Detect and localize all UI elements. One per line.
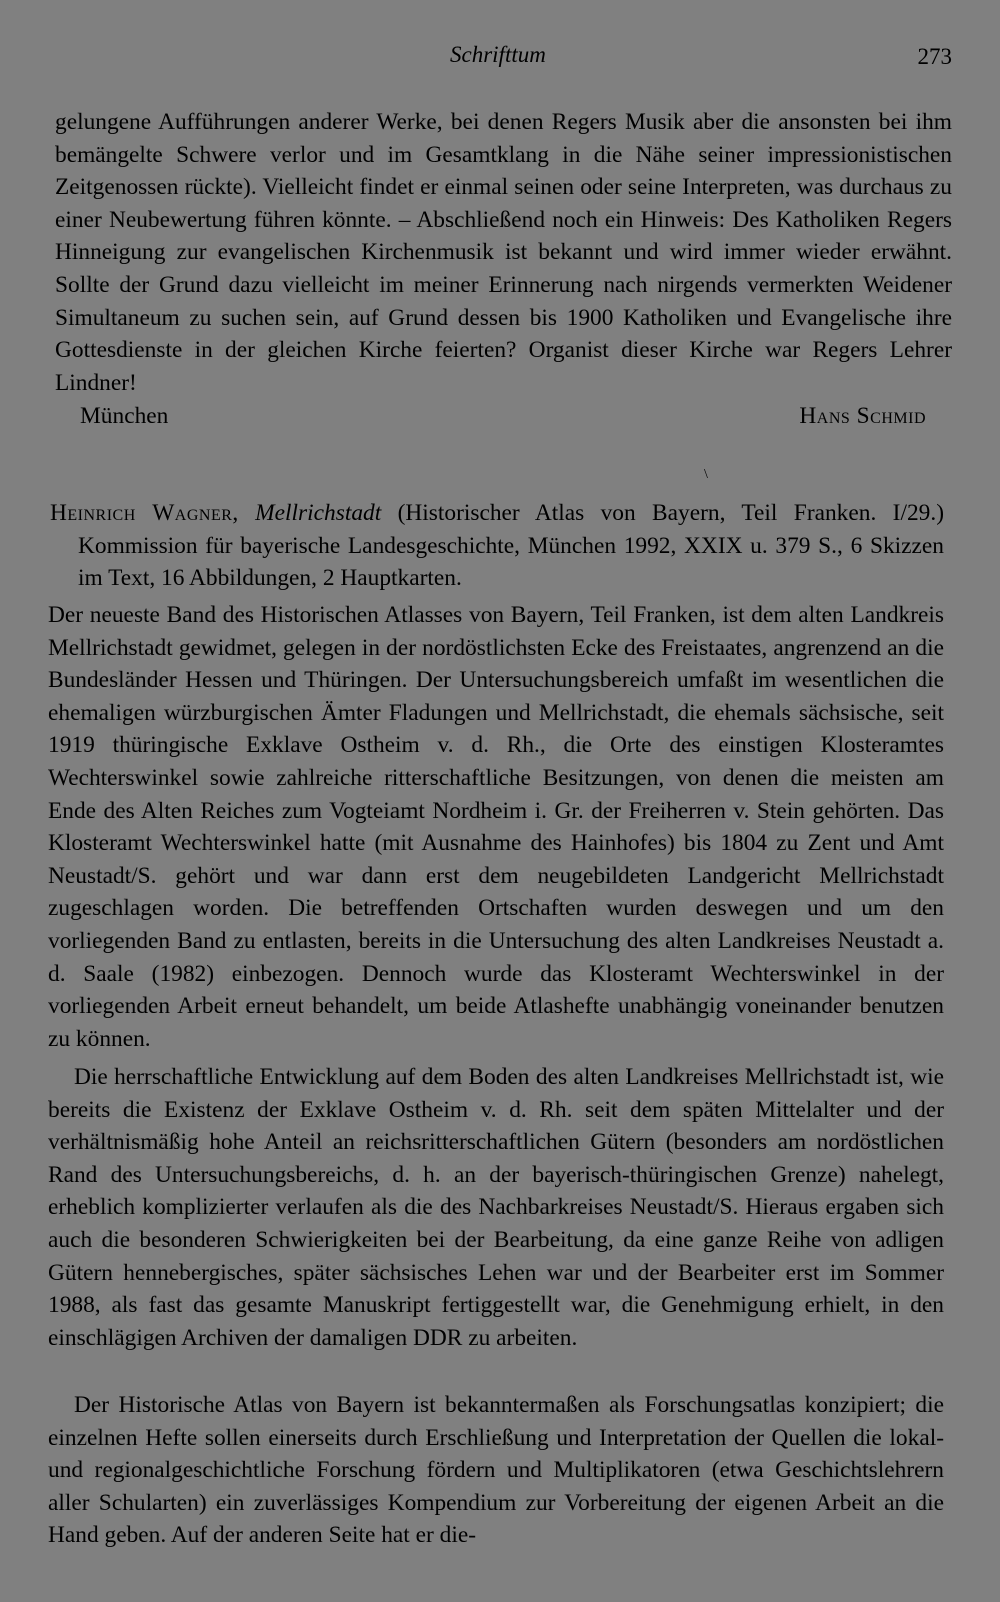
signoff-reviewer: Hans Schmid — [799, 403, 926, 429]
previous-review-closing-paragraph: gelungene Aufführungen anderer Werke, bei denen Regers Musik aber die ansonsten bei ihm bemängelte Schwere verlor und im Gesamtklang in die Nähe seiner impressionistischen Zeitgenossen rückte). Vielleicht findet er einmal seinen oder seine Interpreten, was durchaus zu einer Neubewertung führen könnte. – Abschließend noch ein Hinweis: Des Katholiken Regers Hinneigung zur evangelischen Kirchenmusik ist bekannt und wird immer wieder erwähnt. Sollte der Grund dazu vielleicht im meiner Erinnerung nach nirgends vermerkten Weidener Simultaneum zu suchen sein, auf Grund dessen bis 1900 Katholiken und Evangelische ihre Gottesdienste in der gleichen Kirche feierten? Organist dieser Kirche war Regers Lehrer Lindner! — [55, 109, 952, 396]
citation-title: Mellrichstadt — [255, 500, 382, 526]
review-paragraph-2: Die herrschaftliche Entwicklung auf dem Boden des alten Landkreises Mellrichstadt ist, wie bereits die Existenz der Exklave Ostheim v. d. Rh. seit dem späten Mittelalter und der verhältnismäßig hohe Anteil an reichsritterschaftlichen Gütern (besonders am nordöstlichen Rand des Untersuchungsbereichs, d. h. an der bayerisch-thüringischen Grenze) nahelegt, erheblich komplizierter verlaufen als die des Nachbarkreises Neustadt/S. Hieraus ergaben sich auch die besonderen Schwierigkeiten bei der Bearbeitung, da eine ganze Reihe von adligen Gütern hennebergisches, später sächsisches Lehen war und der Bearbeiter erst im Sommer 1988, als fast das gesamte Manuskript fertiggestellt war, die Genehmigung erhielt, in den einschlägigen Archiven der damaligen DDR zu arbeiten. — [48, 1064, 944, 1351]
running-head — [0, 42, 1000, 74]
review-paragraph-1: Der neueste Band des Historischen Atlasses von Bayern, Teil Franken, ist dem alten Landkreis Mellrichstadt gewidmet, gelegen in der nordöstlichsten Ecke des Freistaates, angrenzend an die Bundesländer Hessen und Thüringen. Der Untersuchungsbereich umfaßt im wesentlichen die ehemaligen würzburgischen Ämter Fladungen und Mellrichstadt, die ehemals sächsische, seit 1919 thüringische Exklave Ostheim v. d. Rh., die Orte des einstigen Klosteramtes Wechterswinkel sowie zahlreiche ritterschaftliche Besitzungen, von denen die meisten am Ende des Alten Reiches zum Vogteiamt Nordheim i. Gr. der Freiherren v. Stein gehörten. Das Klosteramt Wechterswinkel hatte (mit Ausnahme des Hainhofes) bis 1804 zu Zent und Amt Neustadt/S. gehört und war dann erst dem neugebildeten Landgericht Mellrichstadt zugeschlagen worden. Die betreffenden Ortschaften wurden deswegen und um den vorliegenden Band zu entlasten, bereits in die Untersuchung des alten Landkreises Neustadt a. d. Saale (1982) einbezogen. Dennoch wurde das Klosteramt Wechterswinkel in der vorliegenden Arbeit erneut behandelt, um beide Atlashefte unabhängig voneinander benutzen zu können. — [48, 602, 944, 1052]
citation-details: (Historischer Atlas von Bayern, Teil Franken. I/29.) Kommission für bayerische Landesgeschichte, München 1992, XXIX u. 379 S., 6 Skizzen im Text, 16 Abbildungen, 2 Hauptkarten. — [78, 500, 945, 592]
signoff-place: München — [80, 403, 169, 429]
review-signoff — [80, 400, 926, 434]
citation-author: Heinrich Wagner, — [50, 500, 239, 526]
running-title: Schrifttum — [450, 42, 546, 67]
book-citation — [50, 497, 944, 595]
page-number: 273 — [917, 44, 952, 69]
review-paragraph-3: Der Historische Atlas von Bayern ist bekanntermaßen als Forschungsatlas konzipiert; die einzelnen Hefte sollen einerseits durch Erschließung und Interpretation der Quellen die lokal- und regionalgeschichtliche Forschung fördern und Multiplikatoren (etwa Geschichtslehrern aller Schularten) ein zuverlässiges Kompendium zur Vorbereitung der eigenen Arbeit an die Hand geben. Auf der anderen Seite hat er die- — [48, 1392, 944, 1549]
stray-print-mark: \ — [704, 467, 708, 482]
